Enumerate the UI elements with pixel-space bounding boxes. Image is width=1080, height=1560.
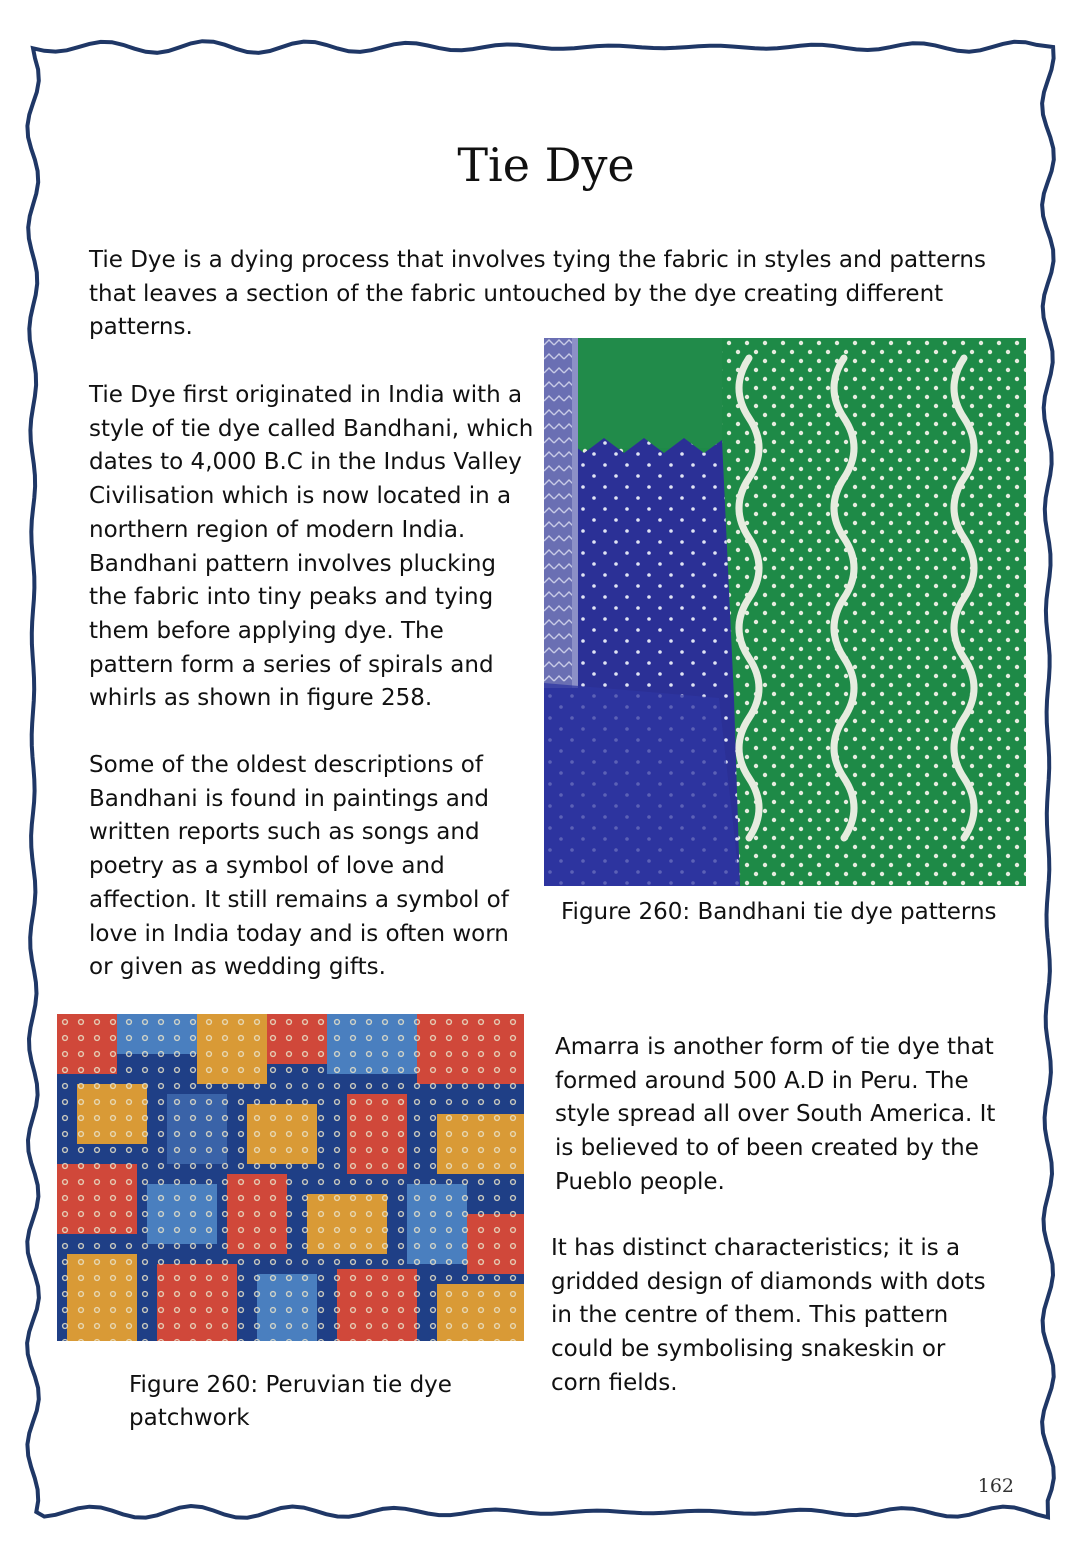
peruvian-caption: Figure 260: Peruvian tie dye patchwork xyxy=(129,1372,452,1431)
origin-paragraph: Tie Dye first originated in India with a style of tie dye called Bandhani, which dates to 4,000 B.C in the Indus Valley Civilisation which is now located in a northern region of modern India. Bandhani pattern involves plucking the fabric into tiny peaks and tying them before applying dye. The pattern form a series of spirals and whirls as shown in figure 258. xyxy=(89,382,534,712)
amarra-paragraph: Amarra is another form of tie dye that formed around 500 A.D in Peru. The style spread all over South America. It is believed to of been created by the Pueblo people. xyxy=(555,1034,996,1195)
page-number: 162 xyxy=(977,1475,1014,1497)
history-paragraph: Some of the oldest descriptions of Bandhani is found in paintings and written reports such as songs and poetry as a symbol of love and affection. It still remains a symbol of love in India today and is often worn or given as wedding gifts. xyxy=(89,752,509,981)
bandhani-illustration xyxy=(544,338,1026,886)
characteristics-paragraph: It has distinct characteristics; it is a gridded design of diamonds with dots in the centre of them. This pattern could be symbolising snakeskin or corn fields. xyxy=(551,1235,986,1396)
bandhani-caption: Figure 260: Bandhani tie dye patterns xyxy=(561,899,997,925)
bandhani-fabric-image xyxy=(544,338,1026,886)
peruvian-illustration xyxy=(57,1014,524,1341)
page-title: Tie Dye xyxy=(457,138,635,192)
peruvian-patchwork-image xyxy=(57,1014,524,1341)
intro-paragraph: Tie Dye is a dying process that involves tying the fabric in styles and patterns that leaves a section of the fabric untouched by the dye creating different patterns. xyxy=(89,247,986,341)
